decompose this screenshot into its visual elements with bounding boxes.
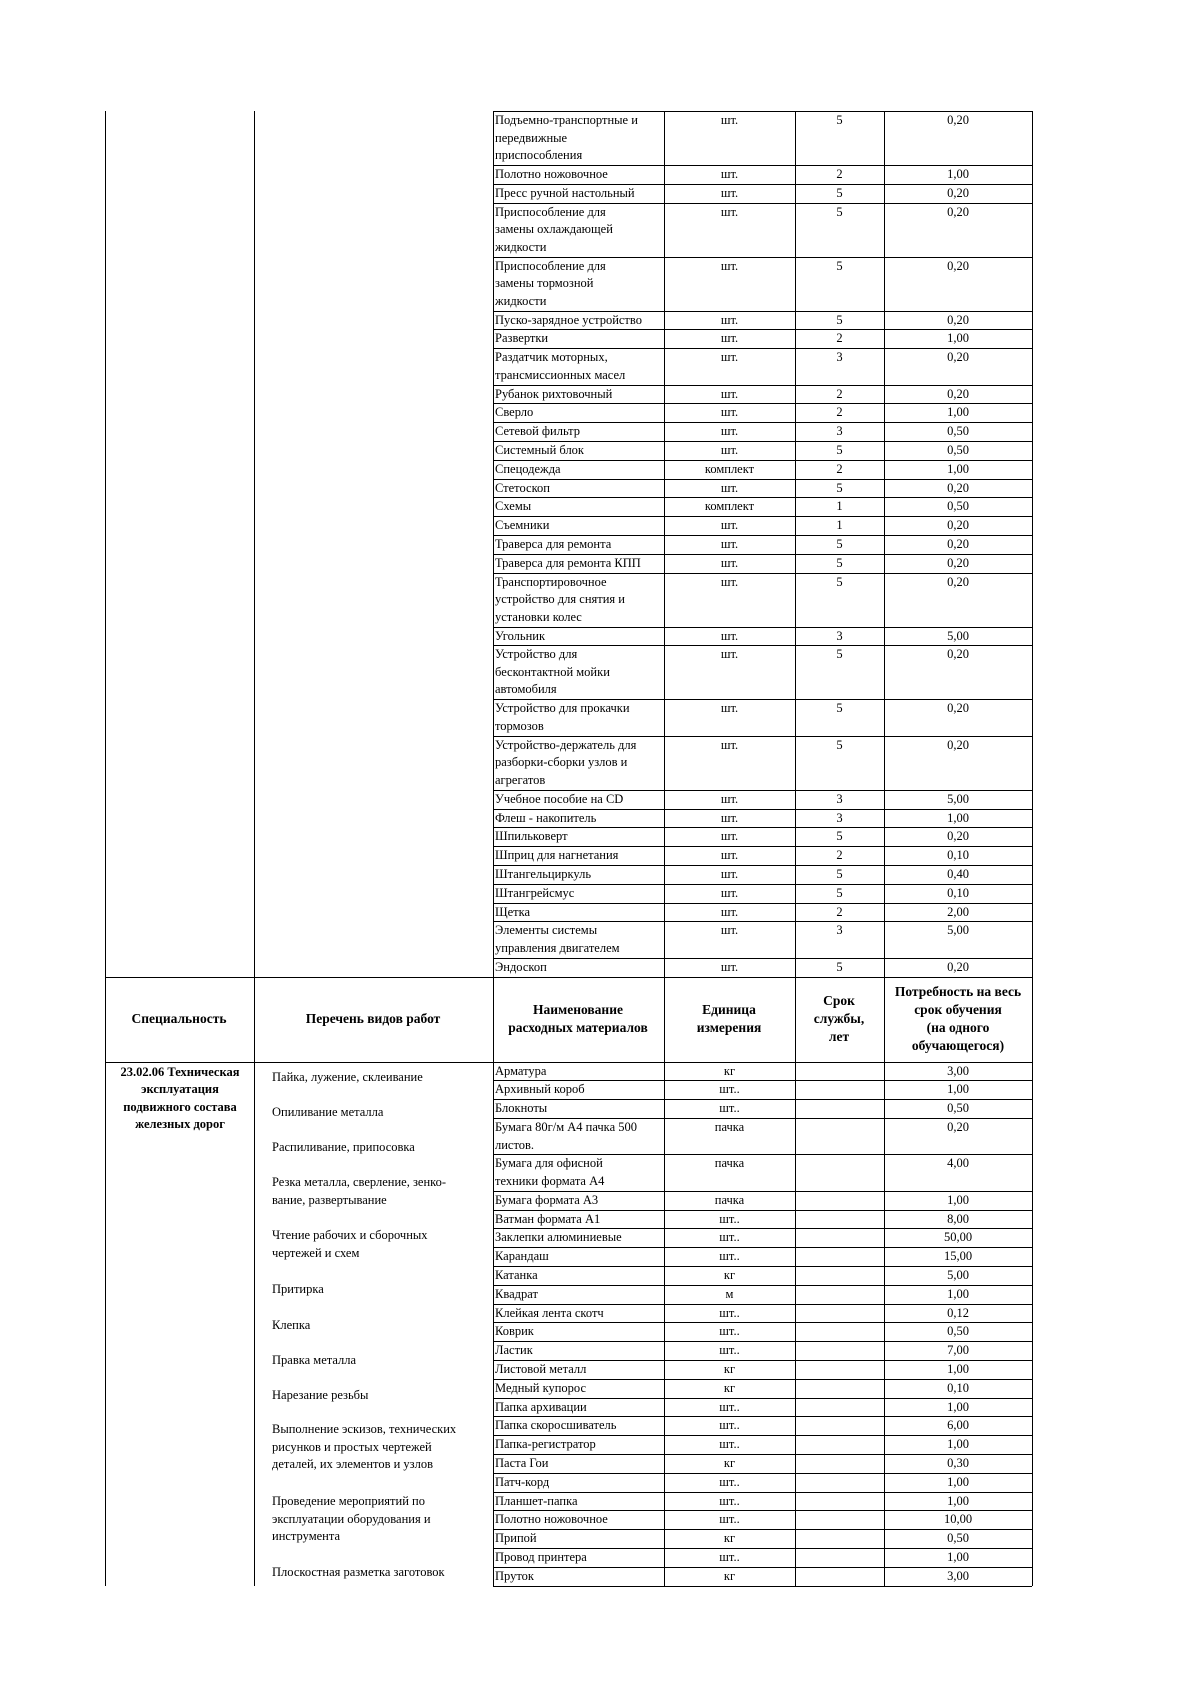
material-term: 2 <box>836 167 843 181</box>
table-border <box>493 736 1032 737</box>
table-border <box>664 111 665 1586</box>
material-need: 7,00 <box>947 1343 969 1358</box>
material-term: 2 <box>836 386 843 401</box>
material-unit: шт.. <box>719 1493 740 1508</box>
material-unit: шт.. <box>719 1343 740 1358</box>
table-border <box>493 1529 1032 1530</box>
material-unit: шт.. <box>719 1101 740 1116</box>
material-unit: кг <box>723 1456 736 1470</box>
table-border <box>493 903 1032 904</box>
table-border <box>493 535 1032 536</box>
material-unit: шт. <box>720 647 739 662</box>
material-unit: шт.. <box>719 1324 740 1339</box>
material-unit: шт. <box>720 867 739 881</box>
work-item: Клепка <box>272 1318 311 1332</box>
material-need: 0,20 <box>947 737 969 752</box>
material-unit: шт. <box>720 737 739 752</box>
table-border <box>493 1118 1032 1119</box>
material-term: 5 <box>836 204 843 219</box>
material-name: Квадрат <box>495 1286 538 1301</box>
material-name: Устройство-держатель для разборки-сборки узлов и агрегатов <box>495 737 637 787</box>
material-unit: комплект <box>704 499 755 514</box>
table-border <box>493 1454 1032 1455</box>
material-unit: шт. <box>720 848 739 863</box>
material-name: Папка скоросшиватель <box>495 1418 617 1433</box>
table-border <box>493 441 1032 442</box>
table-border <box>493 645 1032 646</box>
header-need: Потребность на весь срок обучения (на одного обучающегося) <box>894 984 1022 1054</box>
material-term: 1 <box>836 499 843 514</box>
table-border <box>493 348 1032 349</box>
material-name: Развертки <box>495 331 549 346</box>
table-border <box>493 627 1032 628</box>
header-unit: Единица измерения <box>696 1002 762 1036</box>
material-need: 1,00 <box>947 331 969 346</box>
material-name: Пресс ручной настольный <box>495 185 635 200</box>
material-unit: комплект <box>704 461 755 476</box>
material-name: Съемники <box>495 518 550 533</box>
material-name: Устройство для прокачки тормозов <box>495 701 630 733</box>
table-border <box>493 1586 1032 1587</box>
table-border <box>493 1322 1032 1323</box>
material-name: Учебное пособие на CD <box>495 791 624 806</box>
table-border <box>493 422 1032 423</box>
material-unit: шт.. <box>719 1082 740 1097</box>
material-name: Устройство для бесконтактной мойки автомобиля <box>495 647 610 697</box>
material-name: Листовой металл <box>495 1362 587 1376</box>
table-border <box>493 497 1032 498</box>
table-border <box>493 1285 1032 1286</box>
table-border <box>493 846 1032 847</box>
material-term: 3 <box>836 628 843 643</box>
material-unit: шт. <box>720 405 739 420</box>
material-unit: шт. <box>720 518 739 533</box>
table-border <box>493 1379 1032 1380</box>
table-border <box>493 809 1032 810</box>
material-term: 3 <box>836 424 843 439</box>
specialty-name: 23.02.06 Техническая эксплуатация подвижного состава железных дорог <box>120 1064 240 1132</box>
table-border <box>105 111 106 1586</box>
material-need: 1,00 <box>947 1474 969 1489</box>
material-need: 10,00 <box>943 1512 973 1527</box>
table-border <box>493 1360 1032 1361</box>
material-need: 0,20 <box>947 574 969 589</box>
material-need: 1,00 <box>947 405 969 420</box>
table-border <box>493 921 1032 922</box>
material-name: Паста Гои <box>495 1456 549 1470</box>
material-term: 5 <box>836 867 843 881</box>
table-border <box>493 1191 1032 1192</box>
material-name: Сетевой фильтр <box>495 424 581 439</box>
material-need: 2,00 <box>947 904 969 919</box>
material-name: Папка-регистратор <box>495 1437 596 1452</box>
material-name: Траверса для ремонта КПП <box>495 555 641 570</box>
material-unit: шт. <box>720 923 739 938</box>
material-need: 3,00 <box>947 1063 969 1078</box>
material-need: 1,00 <box>947 167 969 181</box>
material-name: Полотно ножовочное <box>495 167 608 181</box>
header-specialty: Специальность <box>131 1011 227 1027</box>
material-term: 1 <box>836 518 843 533</box>
table-border <box>493 311 1032 312</box>
material-unit: шт. <box>720 810 739 825</box>
material-need: 1,00 <box>947 1082 969 1097</box>
material-term: 2 <box>836 904 843 919</box>
material-term: 2 <box>836 461 843 476</box>
material-unit: шт. <box>720 555 739 570</box>
table-border <box>493 184 1032 185</box>
material-need: 0,20 <box>947 386 969 401</box>
material-unit: шт. <box>720 386 739 401</box>
material-unit: шт. <box>720 167 739 181</box>
material-name: Карандаш <box>495 1249 549 1264</box>
material-name: Угольник <box>495 628 546 643</box>
table-border <box>493 790 1032 791</box>
material-unit: шт. <box>720 204 739 219</box>
material-name: Спецодежда <box>495 461 561 476</box>
table-border <box>493 1341 1032 1342</box>
material-name: Катанка <box>495 1268 538 1282</box>
table-border <box>493 1435 1032 1436</box>
material-unit: кг <box>723 1063 736 1078</box>
material-term: 2 <box>836 405 843 420</box>
material-name: Рубанок рихтовочный <box>495 386 613 401</box>
material-unit: шт.. <box>719 1230 740 1245</box>
material-need: 8,00 <box>947 1211 969 1226</box>
material-term: 5 <box>836 480 843 495</box>
material-unit: шт. <box>720 113 739 127</box>
material-term: 5 <box>836 701 843 716</box>
material-unit: шт.. <box>719 1211 740 1226</box>
material-name: Траверса для ремонта <box>495 537 612 551</box>
table-border <box>493 329 1032 330</box>
table-border <box>254 111 255 1586</box>
material-need: 0,20 <box>947 113 969 127</box>
material-unit: шт. <box>720 312 739 327</box>
table-border <box>1032 111 1033 1586</box>
material-term: 5 <box>836 829 843 844</box>
material-name: Арматура <box>495 1063 547 1078</box>
material-name: Клейкая лента скотч <box>495 1305 604 1320</box>
material-unit: шт. <box>720 424 739 439</box>
material-name: Штангельциркуль <box>495 867 592 881</box>
header-term: Срок службы, лет <box>813 993 865 1045</box>
table-border <box>493 385 1032 386</box>
material-need: 0,40 <box>947 867 969 881</box>
material-unit: шт. <box>720 701 739 716</box>
material-need: 3,00 <box>947 1568 969 1583</box>
table-border <box>493 516 1032 517</box>
material-term: 5 <box>836 959 843 974</box>
material-need: 0,20 <box>947 1120 969 1134</box>
material-need: 0,20 <box>947 350 969 365</box>
material-term: 5 <box>836 737 843 752</box>
table-border <box>493 1567 1032 1568</box>
material-name: Ватман формата А1 <box>495 1211 601 1226</box>
material-unit: пачка <box>714 1120 745 1134</box>
material-unit: шт. <box>720 185 739 200</box>
material-term: 5 <box>836 647 843 662</box>
work-item: Нарезание резьбы <box>272 1388 369 1402</box>
table-border <box>493 1154 1032 1155</box>
material-name: Полотно ножовочное <box>495 1512 608 1527</box>
material-need: 0,10 <box>947 1380 969 1395</box>
table-border <box>493 460 1032 461</box>
material-need: 0,50 <box>947 499 969 514</box>
material-name: Ластик <box>495 1343 533 1358</box>
material-need: 0,20 <box>947 647 969 662</box>
material-name: Бумага формата А3 <box>495 1192 599 1207</box>
material-term: 5 <box>836 312 843 327</box>
material-unit: пачка <box>714 1192 745 1207</box>
material-unit: шт. <box>720 443 739 457</box>
material-need: 1,00 <box>947 1286 969 1301</box>
work-item: Проведение мероприятий по эксплуатации оборудования и инструмента <box>272 1494 431 1543</box>
work-item: Распиливание, припосовка <box>272 1140 415 1154</box>
material-name: Приспособление для замены тормозной жидкости <box>495 258 606 308</box>
material-name: Заклепки алюминиевые <box>495 1230 622 1245</box>
table-border <box>493 111 1032 112</box>
material-need: 0,20 <box>947 829 969 844</box>
material-name: Системный блок <box>495 443 585 457</box>
material-unit: кг <box>723 1268 736 1282</box>
table-border <box>493 827 1032 828</box>
material-need: 0,10 <box>947 848 969 863</box>
material-unit: шт.. <box>719 1249 740 1264</box>
table-border <box>795 111 796 1586</box>
material-unit: шт.. <box>719 1418 740 1433</box>
table-border <box>493 865 1032 866</box>
material-need: 1,00 <box>947 1192 969 1207</box>
work-item: Притирка <box>272 1282 324 1296</box>
table-border <box>884 111 885 1586</box>
material-term: 3 <box>836 923 843 938</box>
material-term: 3 <box>836 350 843 365</box>
material-name: Медный купорос <box>495 1380 587 1395</box>
material-need: 0,20 <box>947 185 969 200</box>
table-border <box>105 977 1032 978</box>
material-term: 5 <box>836 885 843 900</box>
material-unit: шт.. <box>719 1399 740 1414</box>
material-term: 2 <box>836 848 843 863</box>
material-unit: шт.. <box>719 1437 740 1452</box>
material-unit: шт. <box>720 574 739 589</box>
material-need: 5,00 <box>947 923 969 938</box>
material-term: 5 <box>836 185 843 200</box>
table-border <box>493 1080 1032 1081</box>
material-need: 5,00 <box>947 628 969 643</box>
table-border <box>493 1304 1032 1305</box>
table-border <box>493 1099 1032 1100</box>
material-unit: шт. <box>720 350 739 365</box>
work-item: Плоскостная разметка заготовок <box>272 1565 445 1579</box>
material-unit: шт. <box>720 791 739 806</box>
material-need: 0,50 <box>947 443 969 457</box>
table-border <box>493 1210 1032 1211</box>
material-need: 1,00 <box>947 1399 969 1414</box>
material-unit: пачка <box>714 1156 745 1171</box>
material-need: 6,00 <box>947 1418 969 1433</box>
material-name: Патч-корд <box>495 1474 550 1489</box>
material-name: Щетка <box>495 904 531 919</box>
material-unit: кг <box>723 1380 736 1395</box>
material-need: 4,00 <box>947 1156 969 1171</box>
table-border <box>493 1398 1032 1399</box>
material-unit: шт. <box>720 258 739 273</box>
material-term: 5 <box>836 537 843 551</box>
table-border <box>493 1548 1032 1549</box>
material-name: Бумага 80г/м А4 пачка 500 листов. <box>495 1120 637 1152</box>
work-item: Опиливание металла <box>272 1105 384 1119</box>
material-need: 5,00 <box>947 1268 969 1282</box>
table-border <box>493 1416 1032 1417</box>
material-name: Припой <box>495 1531 537 1546</box>
material-need: 1,00 <box>947 1550 969 1564</box>
table-border <box>493 884 1032 885</box>
table-border <box>493 958 1032 959</box>
material-name: Шпильковерт <box>495 829 568 844</box>
material-need: 5,00 <box>947 791 969 806</box>
table-border <box>493 573 1032 574</box>
material-name: Схемы <box>495 499 532 514</box>
material-name: Блокноты <box>495 1101 548 1116</box>
table-border <box>493 403 1032 404</box>
material-need: 1,00 <box>947 1437 969 1452</box>
material-unit: шт. <box>720 904 739 919</box>
material-need: 0,10 <box>947 885 969 900</box>
material-need: 0,20 <box>947 480 969 495</box>
material-name: Подъемно-транспортные и передвижные приспособления <box>495 113 638 162</box>
material-name: Элементы системы управления двигателем <box>495 923 620 955</box>
material-term: 3 <box>836 791 843 806</box>
material-name: Транспортировочное устройство для снятия и установки колес <box>495 574 625 624</box>
material-need: 0,30 <box>947 1456 969 1470</box>
material-need: 0,50 <box>947 1531 969 1546</box>
material-term: 5 <box>836 258 843 273</box>
header-materials: Наименование расходных материалов <box>508 1002 648 1036</box>
material-name: Архивный короб <box>495 1082 585 1097</box>
material-unit: шт.. <box>719 1512 740 1527</box>
material-unit: шт. <box>720 331 739 346</box>
material-name: Сверло <box>495 405 534 420</box>
material-need: 0,20 <box>947 518 969 533</box>
material-unit: кг <box>723 1362 736 1376</box>
material-name: Шприц для нагнетания <box>495 848 619 863</box>
material-name: Флеш - накопитель <box>495 810 597 825</box>
material-unit: шт. <box>720 480 739 495</box>
material-term: 3 <box>836 810 843 825</box>
material-need: 1,00 <box>947 1362 969 1376</box>
material-name: Планшет-папка <box>495 1493 578 1508</box>
material-need: 0,50 <box>947 424 969 439</box>
material-unit: шт. <box>720 959 739 974</box>
material-unit: шт.. <box>719 1474 740 1489</box>
material-name: Бумага для офисной техники формата А4 <box>495 1156 605 1188</box>
material-term: 5 <box>836 574 843 589</box>
material-unit: шт. <box>720 537 739 551</box>
material-need: 1,00 <box>947 810 969 825</box>
material-need: 0,20 <box>947 258 969 273</box>
material-need: 1,00 <box>947 1493 969 1508</box>
material-name: Приспособление для замены охлаждающей жидкости <box>495 204 613 254</box>
material-unit: м <box>725 1286 734 1301</box>
material-unit: шт. <box>720 628 739 643</box>
material-name: Папка архивации <box>495 1399 587 1414</box>
table-border <box>493 257 1032 258</box>
table-border <box>493 699 1032 700</box>
material-need: 0,20 <box>947 555 969 570</box>
material-name: Коврик <box>495 1324 534 1339</box>
material-name: Раздатчик моторных, трансмиссионных масел <box>495 350 626 382</box>
material-name: Пуско-зарядное устройство <box>495 312 642 327</box>
material-need: 0,20 <box>947 312 969 327</box>
material-unit: кг <box>723 1568 736 1583</box>
table-border <box>493 479 1032 480</box>
material-need: 0,50 <box>947 1324 969 1339</box>
table-border <box>493 1510 1032 1511</box>
material-unit: шт.. <box>719 1305 740 1320</box>
material-name: Штангрейсмус <box>495 885 575 900</box>
work-item: Правка металла <box>272 1353 357 1367</box>
material-need: 0,12 <box>947 1305 969 1320</box>
material-term: 2 <box>836 331 843 346</box>
material-unit: кг <box>723 1531 736 1546</box>
material-need: 15,00 <box>943 1249 973 1264</box>
material-term: 5 <box>836 555 843 570</box>
material-name: Эндоскоп <box>495 959 547 974</box>
material-need: 0,20 <box>947 959 969 974</box>
material-need: 0,20 <box>947 701 969 716</box>
work-item: Резка металла, сверление, зенко- вание, развертывание <box>272 1175 446 1207</box>
table-border <box>493 1228 1032 1229</box>
table-border <box>493 1266 1032 1267</box>
material-name: Провод принтера <box>495 1550 587 1564</box>
material-term: 5 <box>836 113 843 127</box>
work-item: Чтение рабочих и сборочных чертежей и схем <box>272 1228 428 1260</box>
table-border <box>493 554 1032 555</box>
work-item: Пайка, лужение, склеивание <box>272 1070 423 1084</box>
material-unit: шт. <box>720 829 739 844</box>
material-need: 50,00 <box>943 1230 973 1245</box>
material-need: 1,00 <box>947 461 969 476</box>
material-need: 0,50 <box>947 1101 969 1116</box>
material-name: Стетоскоп <box>495 480 550 495</box>
table-border <box>493 1247 1032 1248</box>
table-border <box>493 165 1032 166</box>
material-term: 5 <box>836 443 843 457</box>
table-border <box>493 1062 1032 1063</box>
table-border <box>493 1492 1032 1493</box>
work-item: Выполнение эскизов, технических рисунков и простых чертежей деталей, их элементов и узлов <box>272 1422 457 1471</box>
material-name: Пруток <box>495 1568 534 1583</box>
material-need: 0,20 <box>947 204 969 219</box>
table-border <box>493 1473 1032 1474</box>
material-unit: шт.. <box>719 1550 740 1564</box>
table-border <box>493 111 494 1586</box>
material-unit: шт. <box>720 885 739 900</box>
material-need: 0,20 <box>947 537 969 551</box>
table-border <box>493 203 1032 204</box>
header-works: Перечень видов работ <box>305 1011 441 1027</box>
